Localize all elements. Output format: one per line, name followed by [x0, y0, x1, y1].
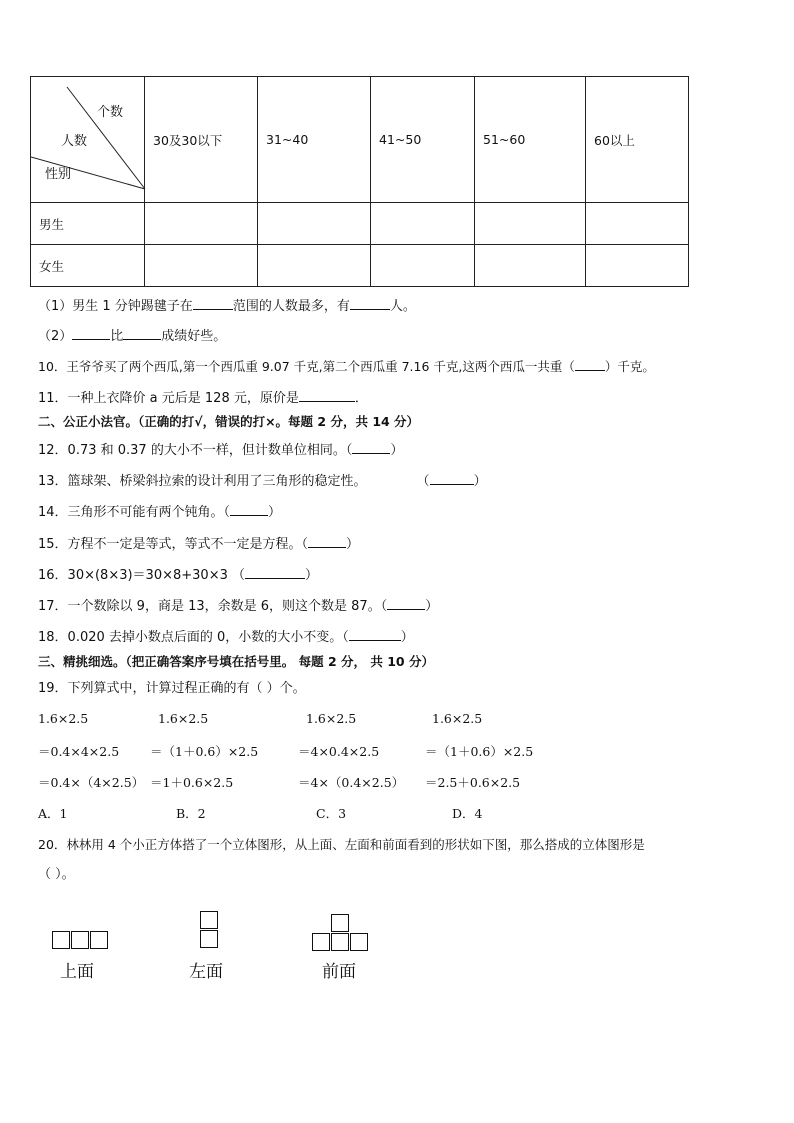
answer-blank[interactable]: [352, 440, 390, 454]
table-cell: [258, 245, 371, 287]
section-3-heading: 三、精挑细选。（把正确答案序号填在括号里。 每题 2 分， 共 10 分）: [38, 654, 434, 669]
question-9-2: （2） 比 成绩好些。: [38, 326, 226, 346]
question-20-stem: 20．林林用 4 个小正方体搭了一个立体图形，从上面、左面和前面看到的形状如下图，那么搭成的立体图形是: [38, 837, 645, 852]
cube-square: [200, 930, 218, 948]
question-11: 11．一种上衣降价 a 元后是 128 元，原价是 ．: [38, 388, 368, 408]
calc-d-line-1: 1.6×2.5: [432, 711, 483, 726]
column-header: 31~40: [258, 77, 371, 203]
diag-label-gender: 性别: [45, 167, 72, 182]
column-header: 30及30以下: [145, 77, 258, 203]
question-20-paren: （ ）。: [38, 867, 75, 882]
table-cell: [586, 203, 689, 245]
answer-blank[interactable]: [575, 357, 605, 371]
row-header: 女生: [31, 245, 145, 287]
calc-b-line-1: 1.6×2.5: [158, 711, 209, 726]
diag-label-count: 个数: [97, 105, 124, 120]
diag-label-people: 人数: [61, 134, 88, 149]
table-row: [31, 203, 689, 245]
diagonal-lines: [31, 77, 152, 203]
question-9-1: （1）男生 1 分钟踢毽子在 范围的人数最多，有 人。: [38, 296, 416, 316]
question-15: 15．方程不一定是等式，等式不一定是方程。（ ）: [38, 534, 359, 554]
answer-blank[interactable]: [123, 326, 161, 340]
calc-c-line-3: ＝4×（0.4×2.5）: [298, 775, 405, 790]
cube-square: [200, 911, 218, 929]
cube-square: [312, 933, 330, 951]
table-cell: [145, 245, 258, 287]
answer-blank[interactable]: [299, 388, 355, 402]
answer-blank[interactable]: [193, 296, 233, 310]
cube-square: [90, 931, 108, 949]
cube-square: [350, 933, 368, 951]
column-header: 41~50: [371, 77, 475, 203]
front-view-label: 前面: [322, 962, 356, 982]
table-cell: [586, 245, 689, 287]
cube-square: [331, 914, 349, 932]
answer-blank[interactable]: [387, 596, 425, 610]
calc-a-line-2: ＝0.4×4×2.5: [38, 744, 120, 759]
calc-a-line-3: ＝0.4×（4×2.5）: [38, 775, 145, 790]
column-header: 60以上: [586, 77, 689, 203]
cube-square: [52, 931, 70, 949]
answer-blank[interactable]: [349, 627, 401, 641]
answer-blank[interactable]: [350, 296, 390, 310]
question-14: 14．三角形不可能有两个钝角。（ ）: [38, 502, 281, 522]
table-cell: [475, 245, 586, 287]
question-17: 17．一个数除以 9，商是 13，余数是 6，则这个数是 87。（ ）: [38, 596, 438, 616]
calc-d-line-3: ＝2.5＋0.6×2.5: [425, 775, 521, 790]
data-table: [30, 76, 689, 287]
question-13: 13．篮球架、桥梁斜拉索的设计利用了三角形的稳定性。 （ ）: [38, 471, 487, 491]
calc-b-line-2: ＝（1＋0.6）×2.5: [150, 744, 259, 759]
question-19-stem: 19．下列算式中，计算过程正确的有（ ）个。: [38, 681, 306, 696]
top-view-label: 上面: [60, 962, 94, 982]
question-18: 18．0.020 去掉小数点后面的 0，小数的大小不变。（ ）: [38, 627, 414, 647]
table-cell: [475, 203, 586, 245]
question-10: 10．王爷爷买了两个西瓜,第一个西瓜重 9.07 千克,第二个西瓜重 7.16 千克,这两个西瓜一共重（ ）千克。: [38, 359, 655, 374]
answer-blank[interactable]: [245, 565, 305, 579]
table-row: [31, 245, 689, 287]
cube-square: [331, 933, 349, 951]
question-12: 12．0.73 和 0.37 的大小不一样，但计数单位相同。（ ）: [38, 440, 403, 460]
table-cell: [145, 203, 258, 245]
calc-c-line-1: 1.6×2.5: [306, 711, 357, 726]
left-view-label: 左面: [189, 962, 223, 982]
table-cell: [371, 203, 475, 245]
cube-square: [71, 931, 89, 949]
table-cell: [258, 203, 371, 245]
table-cell: [371, 245, 475, 287]
answer-blank[interactable]: [430, 471, 474, 485]
option-c[interactable]: C．3: [316, 806, 347, 821]
calc-d-line-2: ＝（1＋0.6）×2.5: [425, 744, 534, 759]
row-header: 男生: [31, 203, 145, 245]
option-b[interactable]: B．2: [176, 806, 206, 821]
answer-blank[interactable]: [308, 534, 346, 548]
column-header: 51~60: [475, 77, 586, 203]
calc-b-line-3: ＝1＋0.6×2.5: [150, 775, 234, 790]
calc-c-line-2: ＝4×0.4×2.5: [298, 744, 380, 759]
calc-a-line-1: 1.6×2.5: [38, 711, 89, 726]
option-d[interactable]: D．4: [452, 806, 483, 821]
answer-blank[interactable]: [72, 326, 110, 340]
option-a[interactable]: A．1: [38, 806, 68, 821]
question-16: 16．30×(8×3)＝30×8+30×3 （ ）: [38, 565, 318, 585]
diagonal-header-cell: [31, 77, 145, 203]
answer-blank[interactable]: [230, 502, 268, 516]
section-2-heading: 二、公正小法官。（正确的打√，错误的打×。每题 2 分，共 14 分）: [38, 414, 420, 429]
